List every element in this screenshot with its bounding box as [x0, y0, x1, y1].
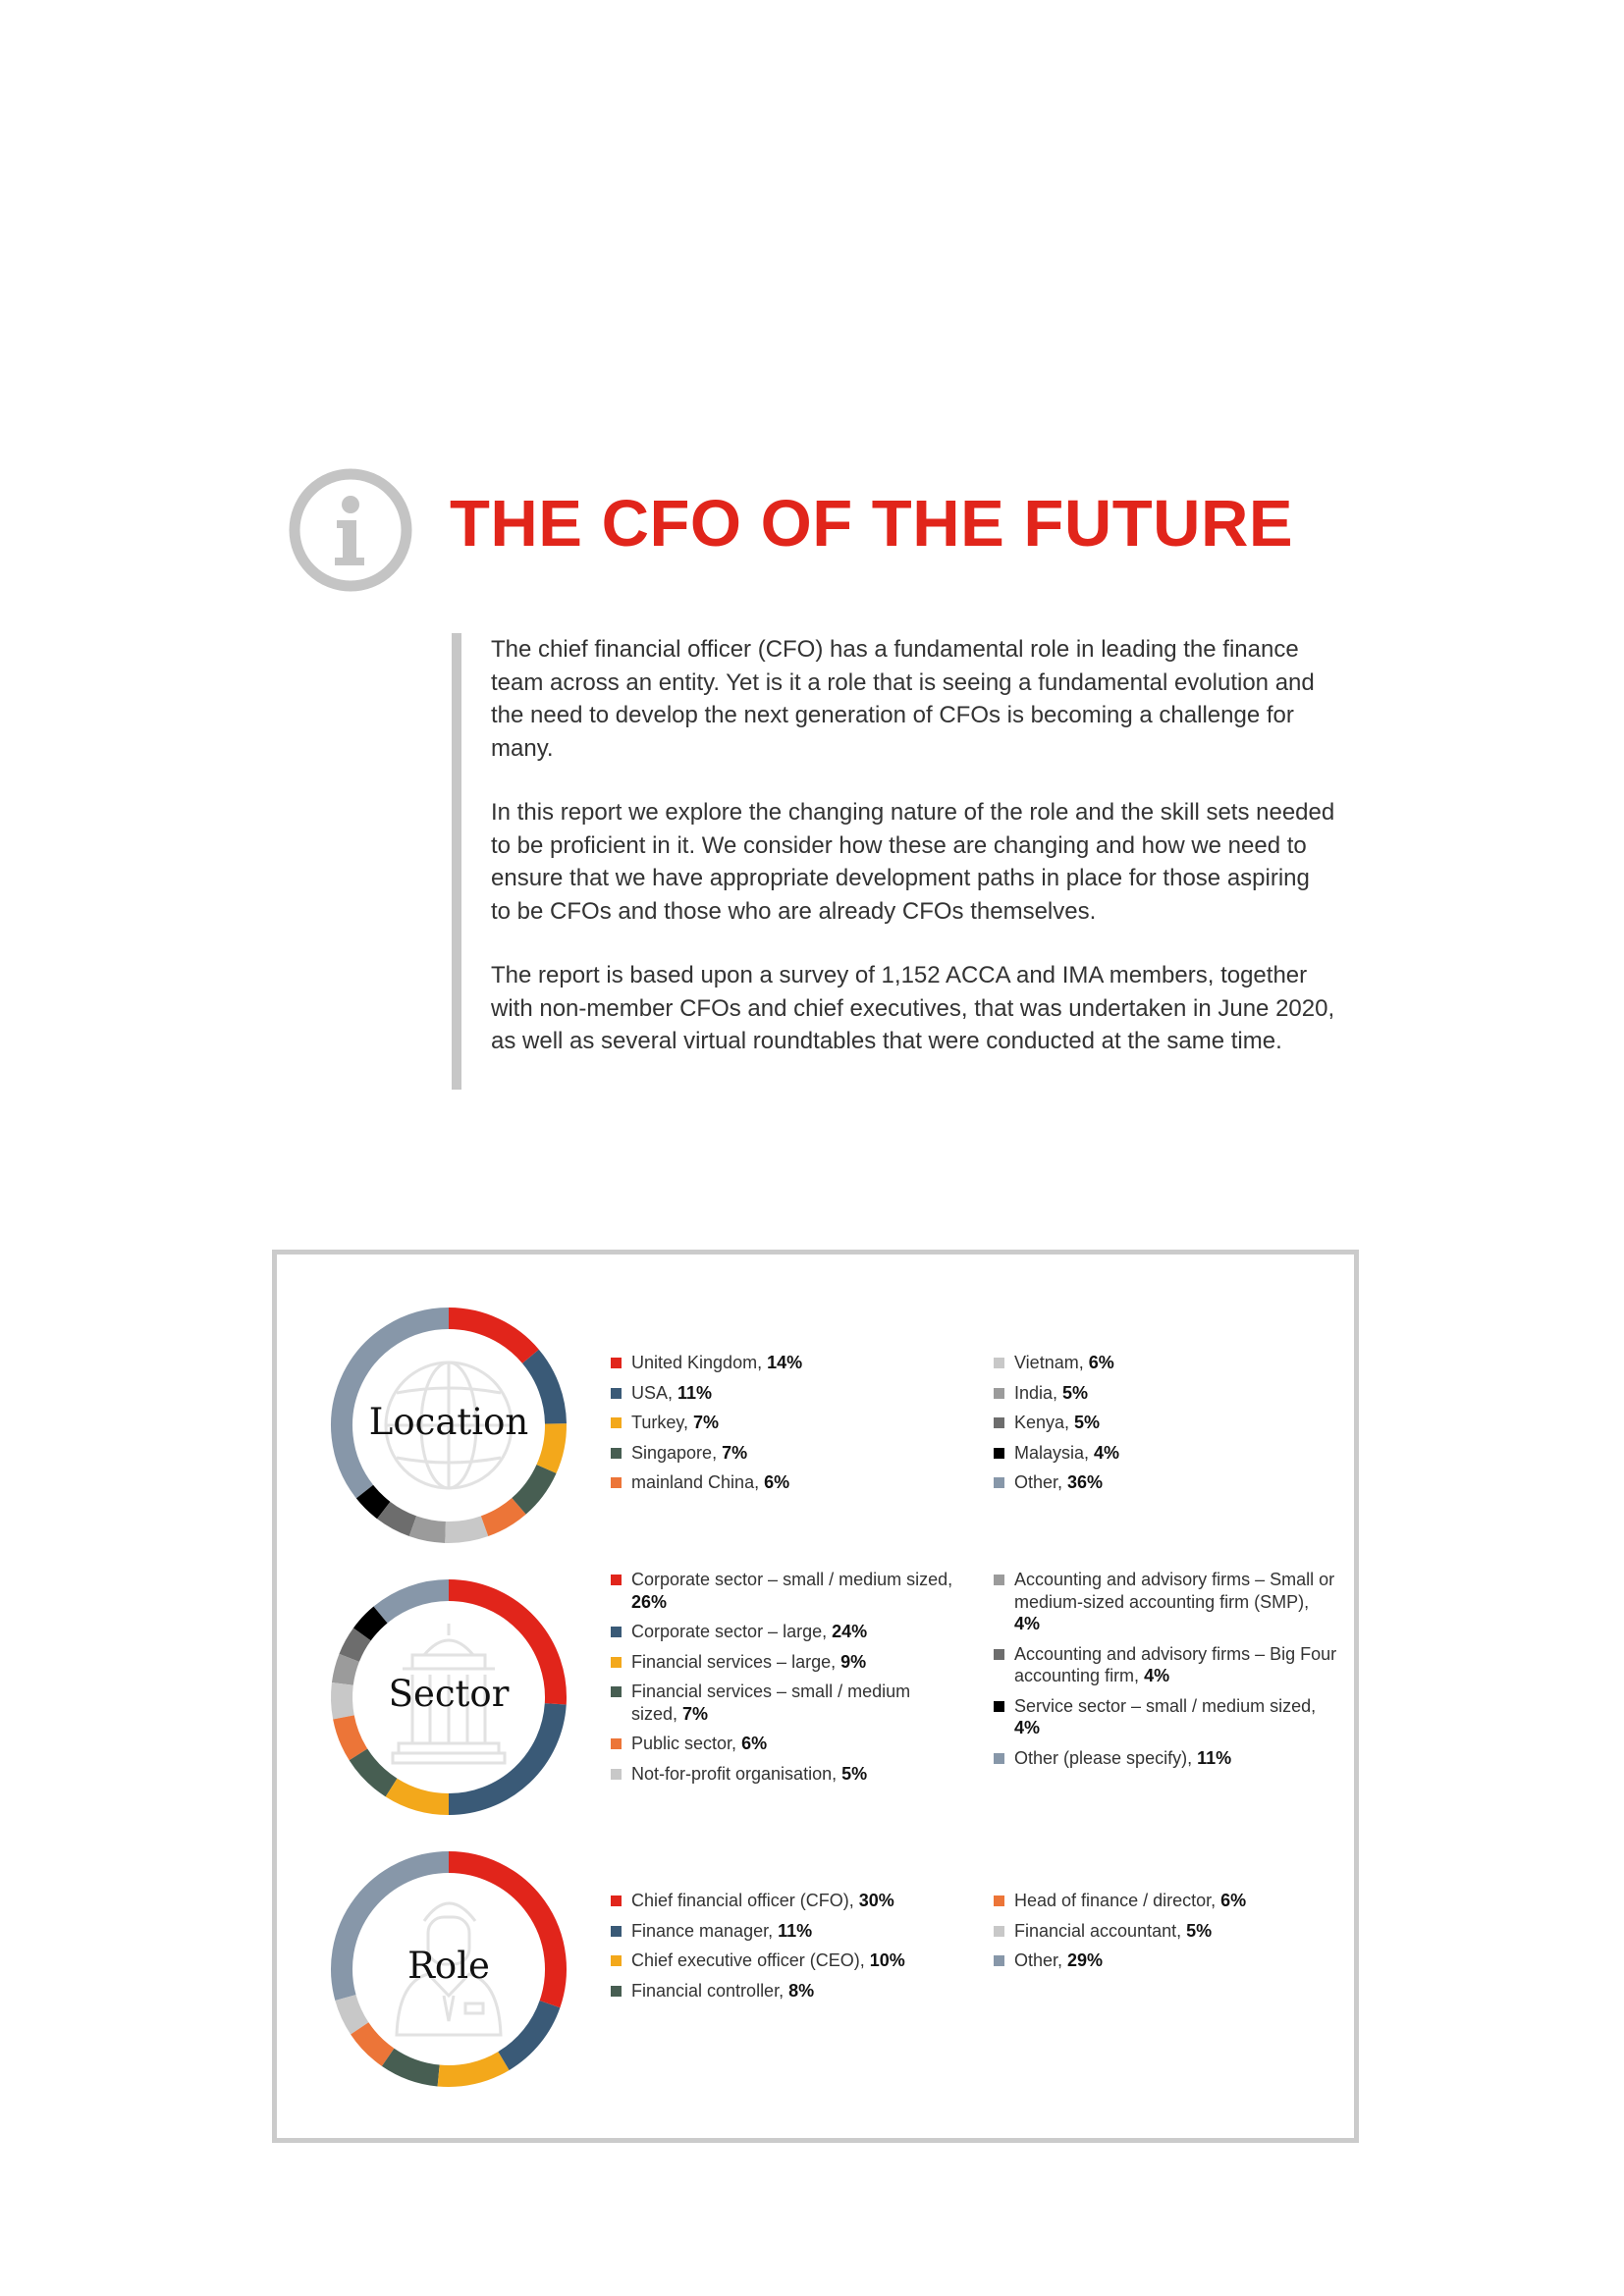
- legend-swatch: [994, 1701, 1004, 1712]
- legend-item: Corporate sector – small / medium sized, 26%: [611, 1569, 954, 1613]
- legend-item: Service sector – small / medium sized, 4%: [994, 1695, 1337, 1739]
- intro-paragraph: In this report we explore the changing nature of the role and the skill sets needed to be proficient in it. We consider how these are changing and how we need to ensure that we have appropriate development paths in place for those aspiring to be CFOs and those who are already CFOs themselves.: [491, 799, 1335, 925]
- role-chart-title: Role: [407, 1945, 490, 1987]
- legend-swatch: [611, 1926, 622, 1937]
- legend-swatch: [611, 1417, 622, 1428]
- donut-segment-public-sector: [344, 1717, 358, 1754]
- role-donut-chart: [328, 1848, 569, 2090]
- legend-item: Other, 29%: [994, 1949, 1337, 1972]
- legend-swatch: [611, 1896, 622, 1906]
- donut-segment-financial-controller: [388, 2057, 438, 2076]
- legend-item: Financial controller, 8%: [611, 1980, 954, 2002]
- info-icon: [288, 467, 413, 593]
- legend-swatch: [994, 1448, 1004, 1459]
- donut-segment-kenya: [384, 1511, 413, 1526]
- legend-swatch: [994, 1955, 1004, 1966]
- legend-item: mainland China, 6%: [611, 1471, 954, 1494]
- legend-item: Chief executive officer (CEO), 10%: [611, 1949, 954, 1972]
- donut-segment-chief-executive-officer-ceo: [439, 2061, 504, 2076]
- legend-item: Corporate sector – large, 24%: [611, 1621, 954, 1643]
- legend-item: Other (please specify), 11%: [994, 1747, 1337, 1770]
- location-legend-col2: [994, 1352, 1337, 1502]
- page-title: THE CFO OF THE FUTURE: [450, 487, 1294, 561]
- donut-segment-financial-accountant: [346, 1998, 359, 2028]
- legend-swatch: [611, 1448, 622, 1459]
- legend-item: Turkey, 7%: [611, 1412, 954, 1434]
- legend-item: Head of finance / director, 6%: [994, 1890, 1337, 1912]
- donut-segment-malaysia: [364, 1492, 383, 1511]
- legend-swatch: [994, 1649, 1004, 1660]
- legend-item: Financial services – small / medium sized, 7%: [611, 1681, 954, 1725]
- donut-segment-india: [412, 1526, 445, 1532]
- legend-swatch: [611, 1986, 622, 1997]
- legend-item: Not-for-profit organisation, 5%: [611, 1763, 954, 1786]
- legend-item: Finance manager, 11%: [611, 1920, 954, 1943]
- legend-item: USA, 11%: [611, 1382, 954, 1405]
- donut-segment-vietnam: [446, 1526, 485, 1532]
- legend-item: Financial accountant, 5%: [994, 1920, 1337, 1943]
- legend-swatch: [994, 1417, 1004, 1428]
- legend-swatch: [611, 1358, 622, 1368]
- location-chart-title: Location: [368, 1401, 529, 1443]
- legend-swatch: [611, 1769, 622, 1780]
- donut-segment-finance-manager: [504, 2004, 550, 2061]
- legend-swatch: [611, 1686, 622, 1697]
- legend-swatch: [611, 1627, 622, 1637]
- sector-chart-title: Sector: [388, 1673, 510, 1715]
- legend-swatch: [611, 1477, 622, 1488]
- sector-legend-col2: [994, 1569, 1337, 1777]
- respondent-profile-panel: [272, 1250, 1359, 2143]
- legend-swatch: [611, 1657, 622, 1668]
- sector-legend-col1: [611, 1569, 954, 1792]
- donut-segment-financial-services-small-medium-sized: [358, 1754, 392, 1788]
- role-legend-col2: [994, 1890, 1337, 1980]
- legend-swatch: [994, 1926, 1004, 1937]
- legend-swatch: [994, 1358, 1004, 1368]
- intro-text: [491, 633, 1335, 1090]
- legend-item: India, 5%: [994, 1382, 1337, 1405]
- sector-donut-chart: [328, 1576, 569, 1818]
- donut-segment-mainland-china: [485, 1506, 519, 1525]
- legend-swatch: [994, 1896, 1004, 1906]
- legend-swatch: [994, 1388, 1004, 1399]
- location-legend-col1: [611, 1352, 954, 1502]
- donut-segment-other-please-specify: [381, 1590, 449, 1615]
- legend-swatch: [994, 1575, 1004, 1585]
- intro-paragraph: The report is based upon a survey of 1,152 ACCA and IMA members, together with non-member CFOs and chief executives, that was undertaken in June 2020, as well as several virtual roundtables that were conducted at the same time.: [491, 962, 1335, 1054]
- legend-item: Singapore, 7%: [611, 1442, 954, 1465]
- intro-paragraph: The chief financial officer (CFO) has a fundamental role in leading the finance team across an entity. Yet is it a role that is seeing a fundamental evolution and the need to develop the next generation of CFOs is becoming a challenge for many.: [491, 636, 1315, 762]
- legend-item: Kenya, 5%: [994, 1412, 1337, 1434]
- location-donut-chart: [328, 1305, 569, 1546]
- donut-segment-financial-services-large: [392, 1788, 449, 1804]
- legend-item: Vietnam, 6%: [994, 1352, 1337, 1374]
- legend-item: Financial services – large, 9%: [611, 1651, 954, 1674]
- legend-swatch: [611, 1738, 622, 1749]
- intro-accent-bar: [452, 633, 461, 1090]
- legend-swatch: [994, 1477, 1004, 1488]
- legend-item: Accounting and advisory firms – Small or medium-sized accounting firm (SMP), 4%: [994, 1569, 1337, 1635]
- role-legend-col1: [611, 1890, 954, 2009]
- legend-swatch: [611, 1575, 622, 1585]
- donut-segment-service-sector-small-medium-sized: [362, 1615, 381, 1634]
- legend-item: Malaysia, 4%: [994, 1442, 1337, 1465]
- donut-segment-head-of-finance-director: [359, 2028, 388, 2056]
- legend-item: United Kingdom, 14%: [611, 1352, 954, 1374]
- legend-swatch: [611, 1388, 622, 1399]
- legend-swatch: [994, 1753, 1004, 1764]
- donut-segment-singapore: [518, 1468, 546, 1506]
- donut-segment-united-kingdom: [449, 1318, 530, 1357]
- donut-segment-accounting-and-advisory-firms-big-four-accounting-firm: [350, 1634, 362, 1658]
- legend-item: Accounting and advisory firms – Big Four accounting firm, 4%: [994, 1643, 1337, 1687]
- legend-item: Public sector, 6%: [611, 1733, 954, 1755]
- legend-swatch: [611, 1955, 622, 1966]
- legend-item: Chief financial officer (CFO), 30%: [611, 1890, 954, 1912]
- legend-item: Other, 36%: [994, 1471, 1337, 1494]
